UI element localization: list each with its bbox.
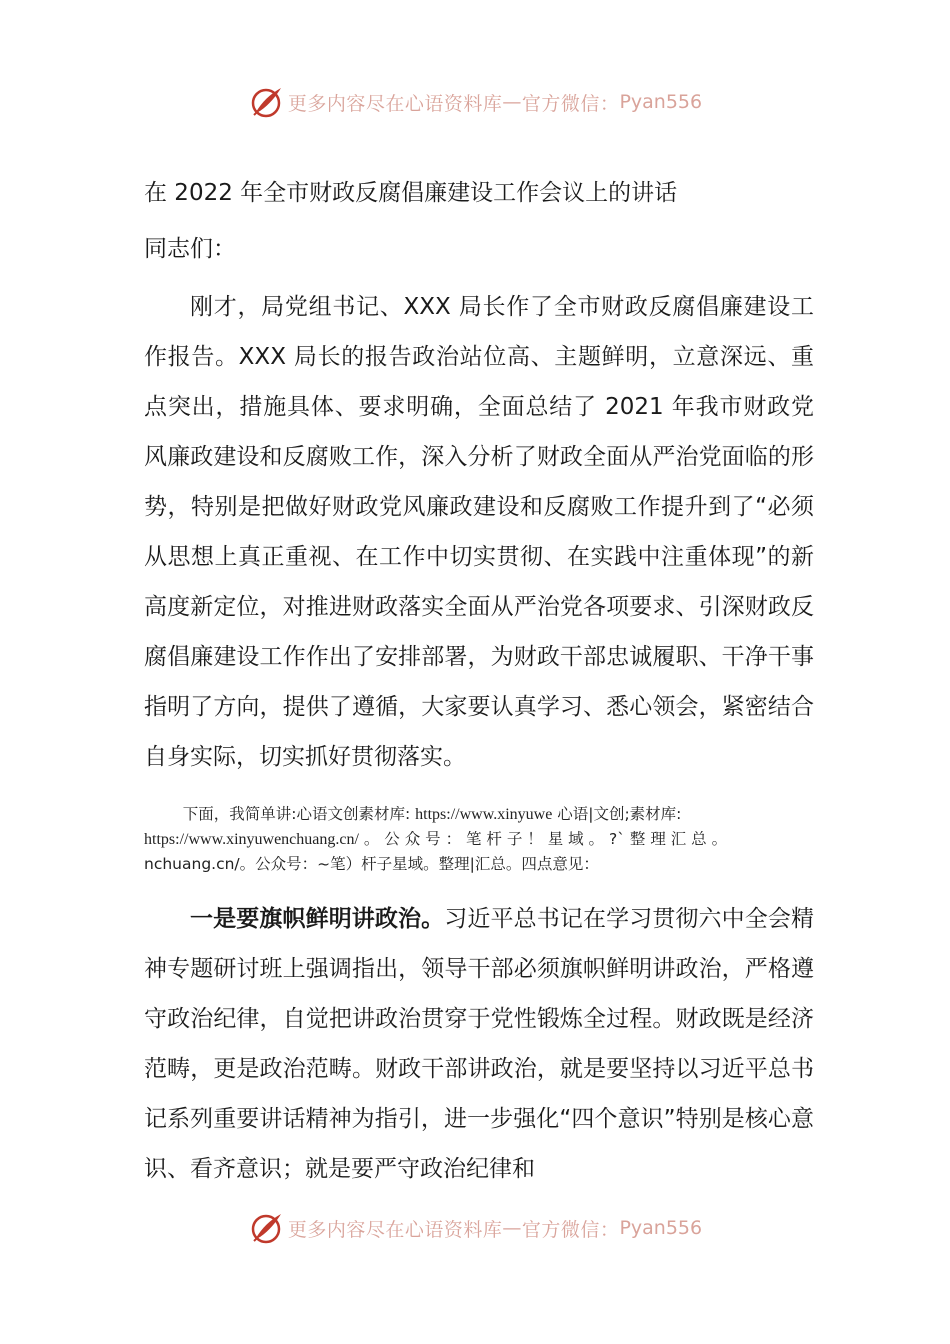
point-1-heading: 一是要旗帜鲜明讲政治。 [190, 906, 445, 932]
footer-banner [0, 1208, 950, 1248]
header-banner [0, 82, 950, 122]
salutation: 同志们： [144, 236, 236, 262]
quill-logo-icon [248, 1210, 284, 1246]
paragraph-1: 刚才，局党组书记、XXX 局长作了全市财政反腐倡廉建设工作报告。XXX 局长的报告政治站位高、主题鲜明，立意深远、重点突出，措施具体、要求明确，全面总结了 2021 年我市财政党风廉政建设和反腐败工作，深入分析了财政全面从严治党面临的形势，特别是把做好财政党风廉政建设和反腐败工作提升到了“必须从思想上真正重视、在工作中切实贯彻、在实践中注重体现”的新高度新定位，对推进财政落实全面从严治党各项要求、引深财政反腐倡廉建设工作作出了安排部署，为财政干部忠诚履职、干净干事指明了方向，提供了遵循，大家要认真学习、悉心领会，紧密结合自身实际，切实抓好贯彻落实。 [144, 294, 814, 770]
note-url-2: https://www.xinyuwenchuang.cn/ [144, 831, 359, 848]
point-1-body: 习近平总书记在学习贯彻六中全会精神专题研讨班上强调指出，领导干部必须旗帜鲜明讲政治，严格遵守政治纪律，自觉把讲政治贯穿于党性锻炼全过程。财政既是经济范畴，更是政治范畴。财政干部讲政治，就是要坚持以习近平总书记系列重要讲话精神为指引，进一步强化“四个意识”特别是核心意识、看齐意识；就是要严守政治纪律和 [144, 906, 815, 1182]
footer-contact-label: 官方微信： [521, 1218, 620, 1241]
footer-contact-id: Pyan556 [619, 1217, 703, 1239]
footer-dash: — [502, 1217, 522, 1239]
banner-contact-label: 官方微信： [521, 92, 620, 115]
source-note [144, 802, 814, 876]
banner-text: 更多内容尽在心语资料库 [287, 92, 503, 115]
document-title: 在 2022 年全市财政反腐倡廉建设工作会议上的讲话 [144, 180, 678, 206]
note-url-3: nchuang.cn/ [144, 855, 240, 873]
note-url-1: https://www.xinyuwe [415, 806, 553, 823]
note-part-4: 。公众号：~笔）杆子星域。整理|汇总。四点意见： [239, 855, 599, 873]
point-1 [144, 894, 814, 1194]
note-part-2: 心语|文创;素材库: [552, 805, 682, 823]
note-part-3: 。 公 众 号 ： 笔 杆 子 ！ 星 域 。 ?` 整 理 汇 总 。 [358, 830, 728, 848]
footer-text: 更多内容尽在心语资料库 [287, 1218, 503, 1241]
banner-contact-id: Pyan556 [619, 91, 703, 113]
banner-dash: — [502, 91, 522, 113]
note-part-1: 下面，我简单讲:心语文创素材库: [182, 805, 416, 823]
quill-logo-icon [248, 84, 284, 120]
document-body [144, 168, 814, 1194]
